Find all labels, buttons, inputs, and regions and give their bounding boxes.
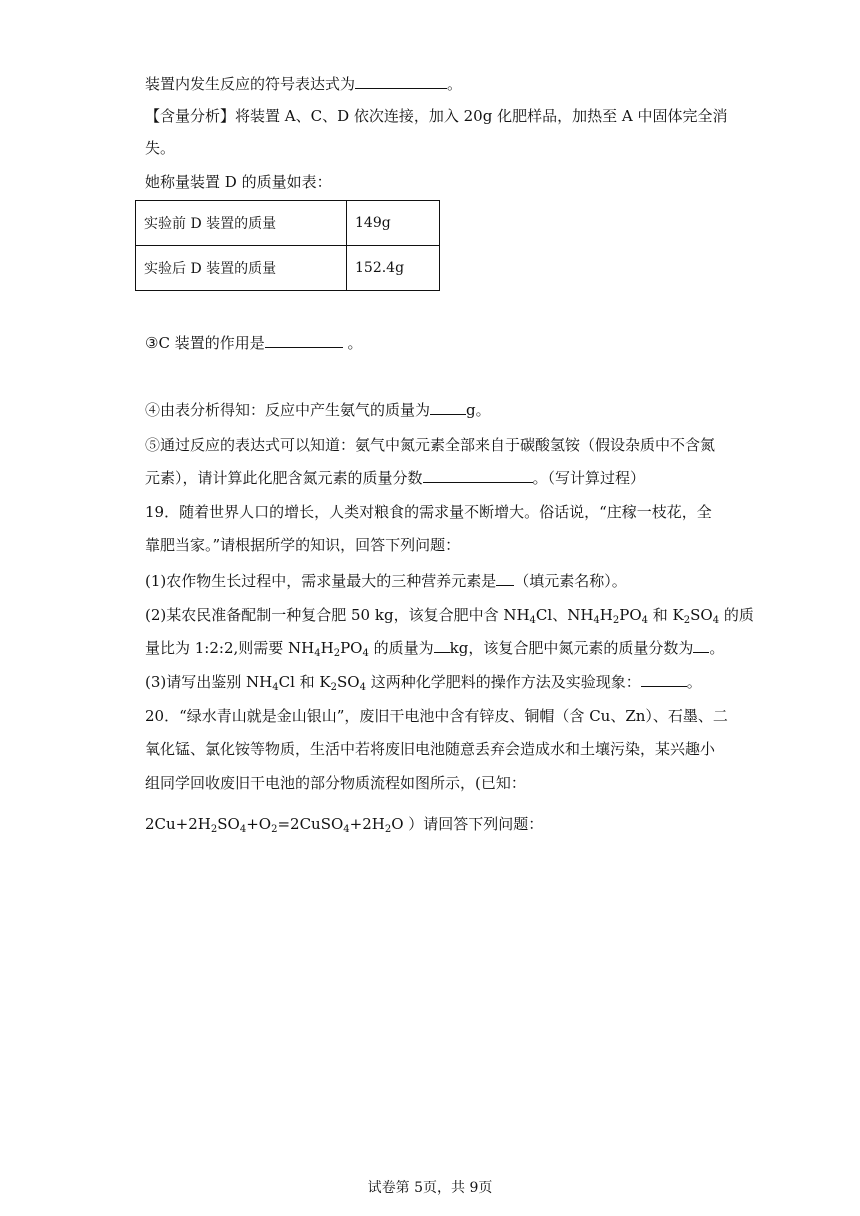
table-cell: 实验前 D 装置的质量 [136,201,347,246]
question-19-part-3: (3)请写出鉴别 $NH_4Cl$ 和 $K_2SO_4$ 这两种化学肥料的操作方法及实验现象： 。 [145,673,702,693]
question-19-line-1: 19．随着世界人口的增长，人类对粮食的需求量不断增大。俗话说，“庄稼一枝花，全 [145,503,712,521]
question-19-part-2-line-1: (2)某农民准备配制一种复合肥 50 kg，该复合肥中含 $NH_4Cl$、$NH_4H_2PO_4$ 和 $K_2SO_4$ 的质 [145,606,754,626]
answer-blank[interactable] [423,468,533,483]
text-line-3: 失。 [145,139,176,157]
answer-blank[interactable] [430,400,466,415]
question-19-line-2: 靠肥当家。”请根据所学的知识，回答下列问题： [145,536,461,554]
table-row [136,201,440,246]
table-cell: 152.4g [347,246,440,291]
question-4: ④由表分析得知：反应中产生氨气的质量为 g。 [145,401,491,419]
answer-blank[interactable] [355,74,447,89]
chemical-equation: $2Cu+2H_2SO_4+O_2=2CuSO_4+2H_2O$ ）请回答下列问题： [145,815,544,835]
question-5-line-1: ⑤通过反应的表达式可以知道：氨气中氮元素全部来自于碳酸氢铵（假设杂质中不含氮 [145,436,716,454]
page-footer: 试卷第 5页，共 9页 [367,1180,493,1196]
table-cell: 实验后 D 装置的质量 [136,246,347,291]
table-row [136,246,440,291]
text-line-1: 装置内发生反应的符号表达式为 。 [145,75,463,93]
question-5-line-2: 元素），请计算此化肥含氮元素的质量分数 。（写计算过程） [145,469,646,487]
question-20-line-1: 20．“绿水青山就是金山银山”，废旧干电池中含有锌皮、铜帽（含 Cu、Zn）、石墨、二 [145,707,728,725]
question-20-line-3: 组同学回收废旧干电池的部分物质流程如图所示，(已知： [145,774,526,792]
question-20-line-2: 氧化锰、氯化铵等物质，生活中若将废旧电池随意丢弃会造成水和土壤污染，某兴趣小 [145,740,716,758]
question-3: ③C 装置的作用是 。 [145,334,363,352]
answer-blank[interactable] [641,672,687,687]
question-19-part-2-line-2: 量比为 1:2:2,则需要 $NH_4H_2PO_4$ 的质量为 kg，该复合肥中氮元素的质量分数为 。 [145,639,725,659]
answer-blank[interactable] [693,638,709,653]
answer-blank[interactable] [434,638,450,653]
answer-blank[interactable] [496,571,514,586]
text-line-4: 她称量装置 D 的质量如表： [145,173,332,191]
mass-table [135,200,440,291]
question-19-part-1: (1)农作物生长过程中，需求量最大的三种营养元素是 （填元素名称）。 [145,572,627,590]
answer-blank[interactable] [265,333,343,348]
table-cell: 149g [347,201,440,246]
text-line-2: 【含量分析】将装置 A、C、D 依次连接，加入 20g 化肥样品，加热至 A 中固体完全消 [145,107,728,125]
